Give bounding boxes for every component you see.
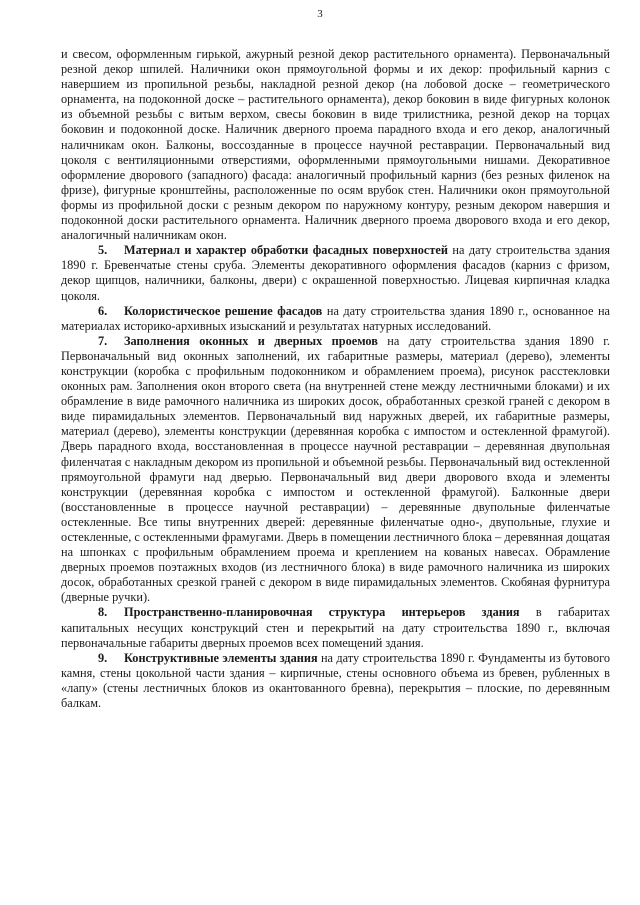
item-heading: Конструктивные элементы здания [124, 650, 318, 665]
document-body [61, 47, 610, 711]
list-item [61, 605, 610, 650]
item-heading: Колористическое решение фасадов [124, 303, 323, 318]
list-item [61, 243, 610, 303]
item-number: 9. [98, 650, 108, 665]
item-number: 7. [98, 333, 108, 348]
list-item [61, 651, 610, 711]
list-item [61, 334, 610, 606]
item-text: на дату строительства здания 1890 г., основанное на материалах историко-архивных изысканий и результатах натурных исследований. [61, 303, 611, 333]
page-number: 3 [317, 8, 323, 20]
item-number: 6. [98, 303, 108, 318]
item-text: в габаритах капитальных несущих конструкций стен и перекрытий на дату строительства 1890 г., включая первоначальные габариты дверных проемов всех помещений здания. [61, 605, 611, 650]
item-heading: Материал и характер обработки фасадных поверхностей [124, 243, 448, 258]
item-heading: Заполнения оконных и дверных проемов [124, 333, 378, 348]
item-number: 8. [98, 605, 108, 620]
item-number: 5. [98, 243, 108, 258]
item-text: на дату строительства 1890 г. Фундаменты из бутового камня, стены цокольной части здания – кирпичные, стены основного объема из бревен, рубленных в «лапу» (стены лестничных блоков из окантованного бревна), перекрытия – плоские, по деревянным балкам. [61, 650, 610, 711]
item-text: на дату строительства здания 1890 г. Бревенчатые стены сруба. Элементы декоративного оформления фасадов (карниз с фризом, декор щипцов, наличники, балконы, двери) с окрашенной поверхностью. Лицевая кирпичная кладка цоколя. [61, 243, 610, 303]
intro-paragraph: и свесом, оформленным гирькой, ажурный резной декор растительного орнамента). Первоначальный резной декор шпилей. Наличники окон прямоугольной формы и их декор: профильный карниз с навершием из пропильной резьбы, накладной резной декор (на лобовой доске – геометрического орнамента, на подоконной доске – растительного орнамента), декор боковин в виде фигурных колонок из объемной резьбы с витым верхом, свесы боковин в виде трилистника, резной декор на торцах боковин и подоконной доске. Наличник дверного проема парадного входа и его декор, аналогичный наличникам окон. Балконы, воссозданные в процессе научной реставрации. Первоначальный вид цоколя с вентиляционными отверстиями, оформленными прямоугольными нишами. Декоративное оформление дворового (западного) фасада: аналогичный профильный карниз (без резных филенок на фризе), фигурные кронштейны, расположенные по осям врубок стен. Наличники окон прямоугольной формы из профильной доски с резным декором по наружному контуру, резным декором навершия и подоконной доски растительного орнамента. Наличник дверного проема дворового входа и его декор, аналогичный наличникам окон. [61, 47, 610, 243]
item-heading: Пространственно-планировочная структура интерьеров здания [124, 605, 520, 620]
item-text: на дату строительства здания 1890 г. Первоначальный вид оконных заполнений, их габаритные размеры, материал (дерево), элементы конструкции (коробка с профильным подоконником и обрамлением проема), рисунок расстекловки оконных рам. Заполнения окон второго света (на внутренней стене между лестничными блоками) и их обрамление в виде рамочного наличника из широких досок, обработанных срезкой граней с декором в виде пирамидальных элементов. Первоначальный вид наружных дверей, их габаритные размеры, материал (дерево), элементы конструкции (деревянная коробка с импостом и остекленной фрамугой). Дверь парадного входа, восстановленная в процессе научной реставрации – деревянная двупольная филенчатая с накладным декором из пропильной и объемной резьбы. Первоначальный вид остекленной прямоугольной фрамуги над дверью. Первоначальный вид двери дворового входа и элементы конструкции (деревянная коробка с импостом и остекленной фрамугой). Балконные двери (восстановленные в процессе научной реставрации) – деревянные двупольные филенчатые остекленные. Все типы внутренних дверей: деревянные филенчатые одно-, двупольные, глухие и остекленные, с остекленными фрамугами. Дверь в помещении лестничного блока – деревянная дощатая на шпонках с профильным обрамлением проема и креплением на кованых навесах. Обрамление дверных проемов поэтажных входов (из лестничного блока) в виде рамочного наличника из широких досок, обработанных срезкой граней с декором в виде пирамидальных элементов. Скобяная фурнитура (дверные ручки). [61, 333, 610, 605]
list-item [61, 304, 610, 334]
